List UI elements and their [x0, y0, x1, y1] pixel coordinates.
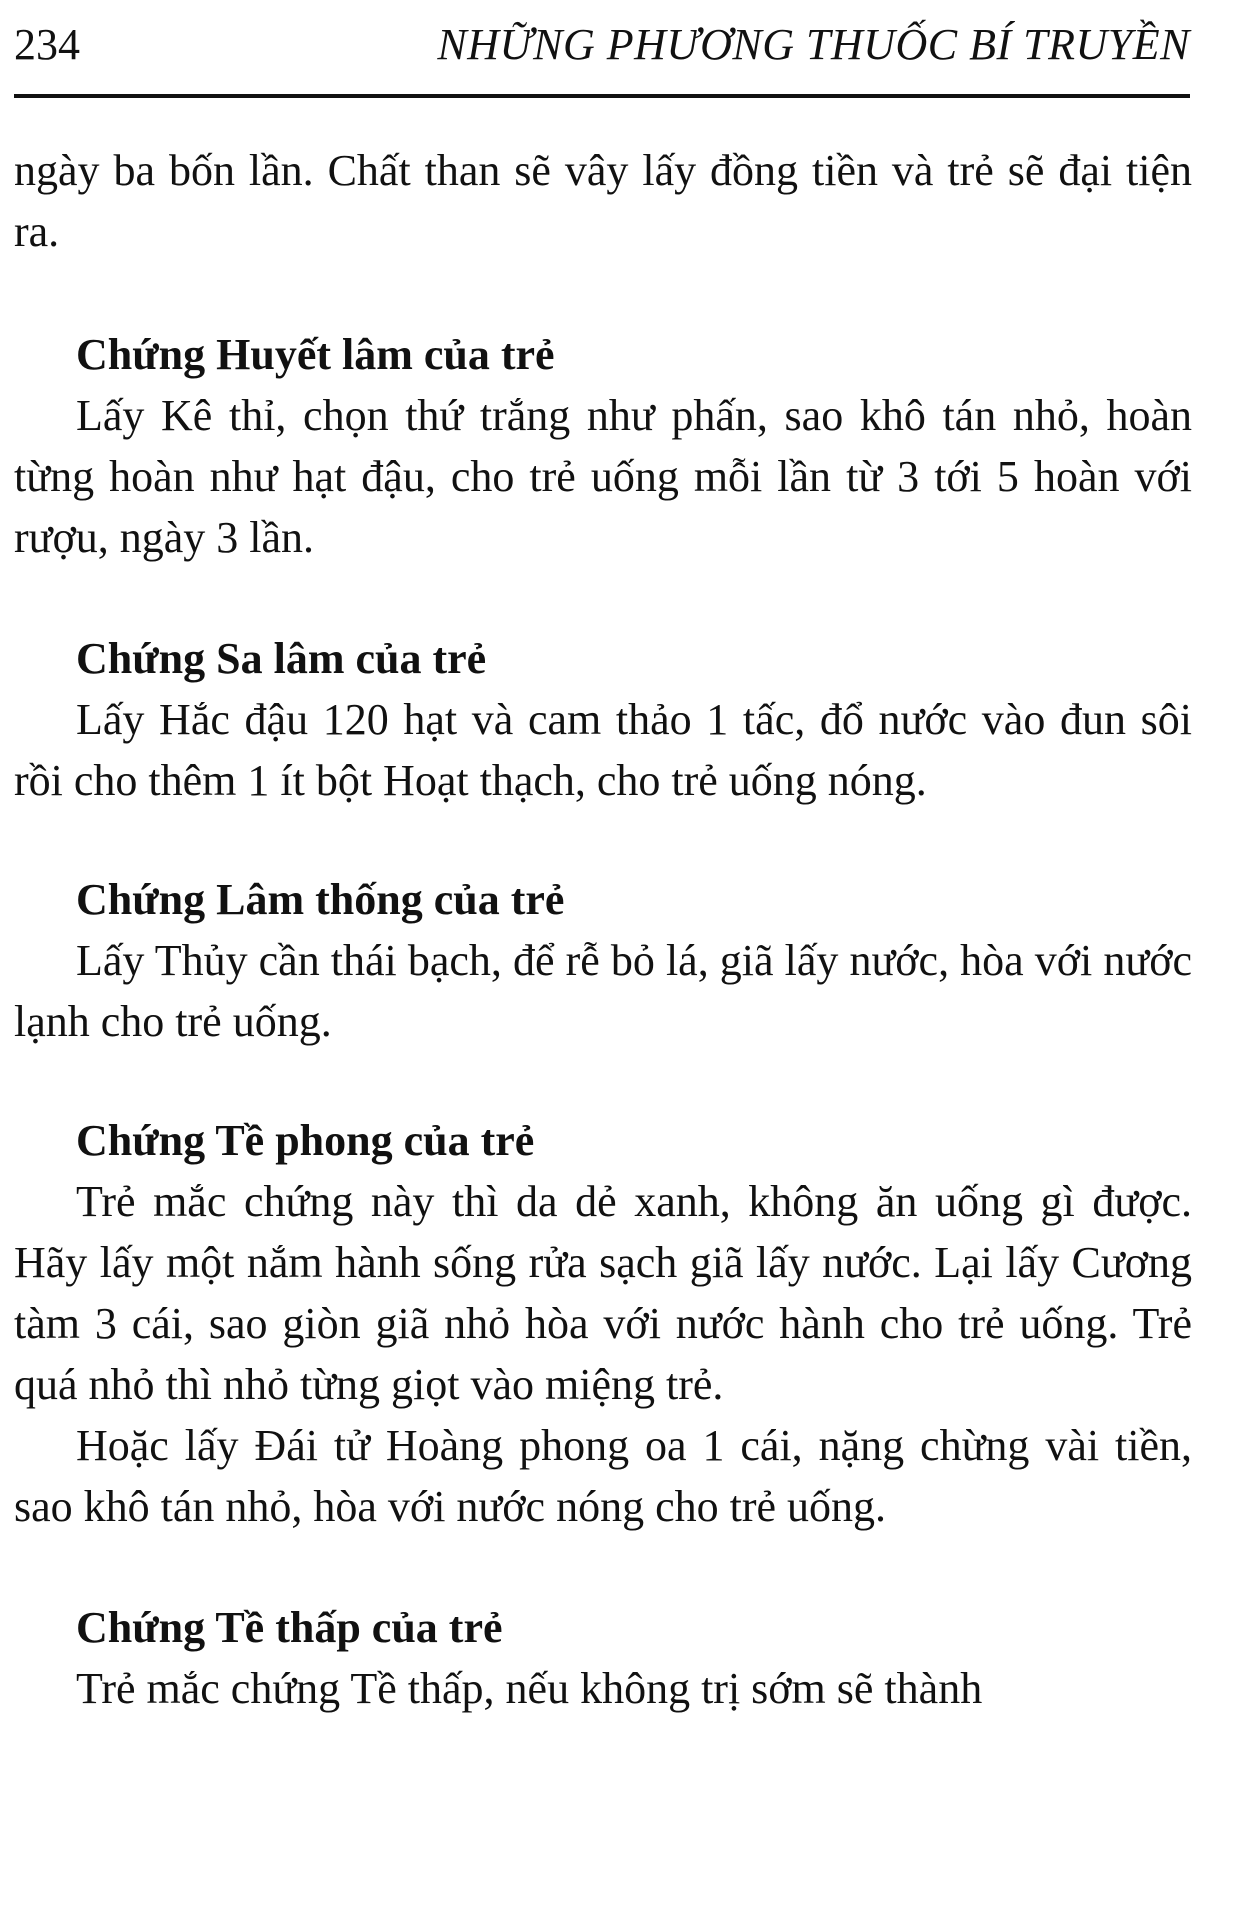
- section-heading: Chứng Huyết lâm của trẻ: [76, 330, 555, 379]
- section-heading: Chứng Lâm thống của trẻ: [76, 875, 565, 924]
- section-paragraph: Lấy Thủy cần thái bạch, để rễ bỏ lá, giã lấy nước, hòa với nước lạnh cho trẻ uống.: [14, 936, 1192, 1046]
- section-heading: Chứng Tề thấp của trẻ: [76, 1603, 503, 1652]
- section-paragraph: Lấy Kê thỉ, chọn thứ trắng như phấn, sao khô tán nhỏ, hoàn từng hoàn như hạt đậu, cho trẻ uống mỗi lần từ 3 tới 5 hoàn với rượu, ngày 3 lần.: [14, 391, 1192, 562]
- section-paragraph: Trẻ mắc chứng Tề thấp, nếu không trị sớm sẽ thành: [76, 1664, 983, 1713]
- section-te-phong: [14, 1110, 1192, 1537]
- section-paragraph: Hoặc lấy Đái tử Hoàng phong oa 1 cái, nặng chừng vài tiền, sao khô tán nhỏ, hòa với nước nóng cho trẻ uống.: [14, 1421, 1192, 1531]
- running-title: NHỮNG PHƯƠNG THUỐC BÍ TRUYỀN: [437, 20, 1190, 69]
- section-heading: Chứng Tề phong của trẻ: [76, 1116, 535, 1165]
- header-rule: [14, 94, 1190, 98]
- section-huyet-lam: [14, 324, 1192, 568]
- page-number: 234: [14, 20, 80, 69]
- section-paragraph: Trẻ mắc chứng này thì da dẻ xanh, không ăn uống gì được. Hãy lấy một nắm hành sống rửa sạch giã lấy nước. Lại lấy Cương tàm 3 cái, sao giòn giã nhỏ hòa với nước hành cho trẻ uống. Trẻ quá nhỏ thì nhỏ từng giọt vào miệng trẻ.: [14, 1177, 1192, 1409]
- section-te-thap: [14, 1597, 1192, 1719]
- intro-paragraph: ngày ba bốn lần. Chất than sẽ vây lấy đồng tiền và trẻ sẽ đại tiện ra.: [14, 146, 1192, 256]
- section-sa-lam: [14, 628, 1192, 811]
- running-header: [14, 14, 1190, 76]
- section-lam-thong: [14, 869, 1192, 1052]
- page-body: [14, 140, 1192, 1719]
- section-paragraph: Lấy Hắc đậu 120 hạt và cam thảo 1 tấc, đổ nước vào đun sôi rồi cho thêm 1 ít bột Hoạt thạch, cho trẻ uống nóng.: [14, 695, 1192, 805]
- section-heading: Chứng Sa lâm của trẻ: [76, 634, 487, 683]
